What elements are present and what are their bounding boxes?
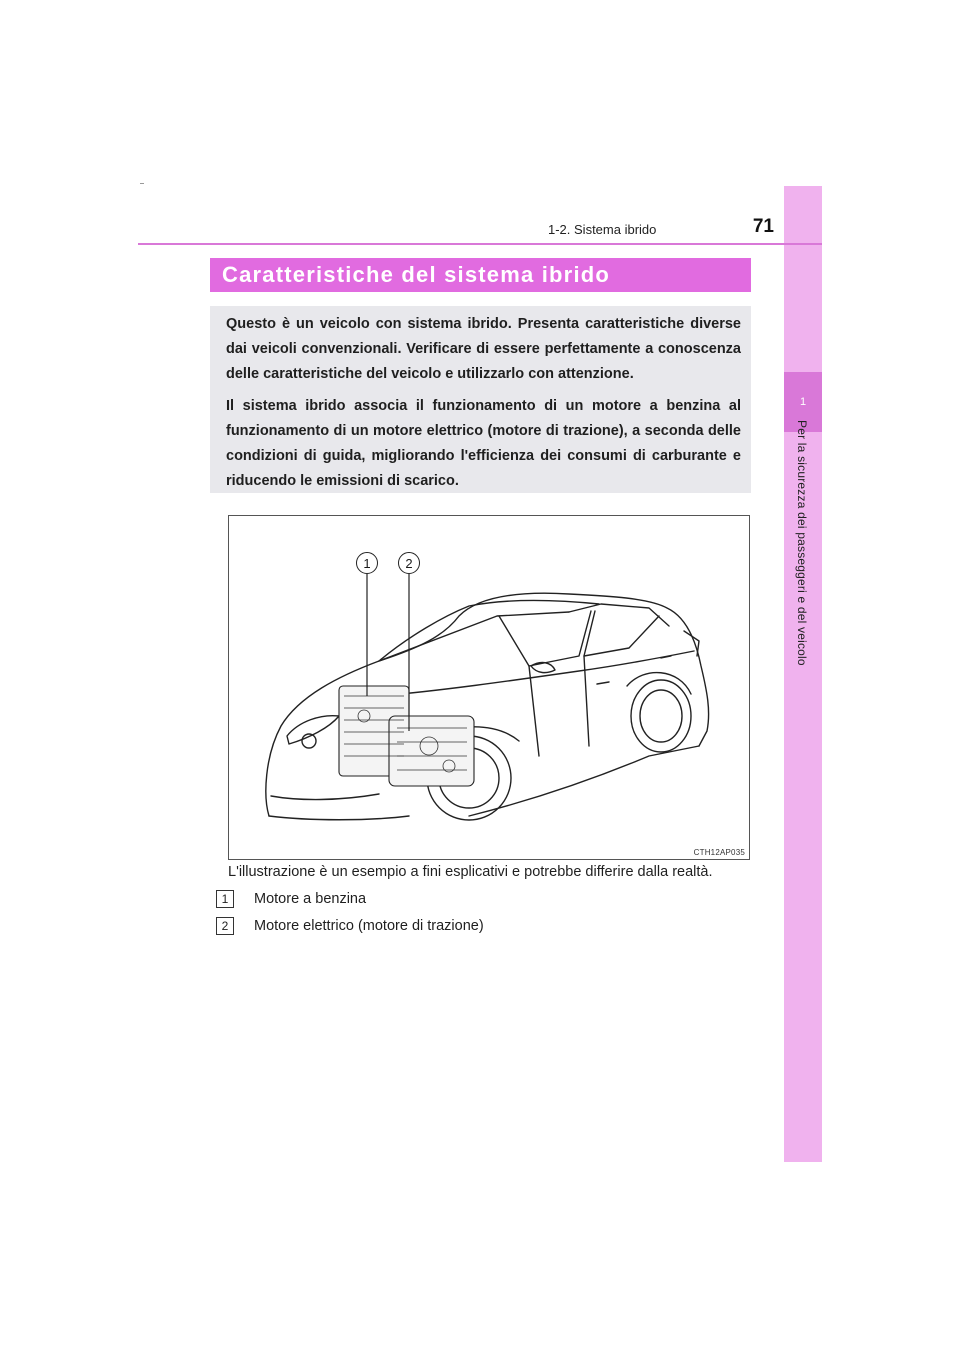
chapter-title-text: Per la sicurezza dei passeggeri e del veicolo — [795, 420, 809, 666]
corner-mark — [140, 183, 144, 184]
figure-caption: L'illustrazione è un esempio a fini esplicativi e potrebbe differire dalla realtà. — [228, 864, 713, 880]
callout-2: 2 — [398, 552, 420, 574]
chapter-side-tab — [784, 186, 822, 1162]
page-number: 71 — [752, 216, 774, 237]
legend-label: Motore elettrico (motore di trazione) — [254, 918, 484, 934]
car-line-drawing — [229, 516, 749, 859]
section-title — [210, 258, 751, 292]
figure-code: CTH12AP035 — [693, 848, 745, 857]
intro-box — [210, 306, 751, 493]
legend-number: 1 — [216, 890, 234, 908]
chapter-number: 1 — [784, 372, 822, 432]
legend-item-1 — [216, 888, 366, 910]
header-rule — [138, 243, 822, 245]
section-title-text: Caratteristiche del sistema ibrido — [222, 262, 611, 287]
intro-paragraph-2: Il sistema ibrido associa il funzionamento di un motore a benzina al funzionamento di un motore elettrico (motore di trazione), a seconda delle condizioni di guida, migliorando l'efficienza dei consumi di carburante e riducendo le emissioni di scarico. — [226, 398, 741, 489]
callout-1: 1 — [356, 552, 378, 574]
intro-paragraph-1: Questo è un veicolo con sistema ibrido. Presenta caratteristiche diverse dai veicoli convenzionali. Verificare di essere perfettamente a conoscenza delle caratteristiche del veicolo e utilizzarlo con attenzione. — [226, 316, 741, 382]
legend-number: 2 — [216, 917, 234, 935]
hybrid-car-illustration — [228, 515, 750, 860]
legend-label: Motore a benzina — [254, 891, 367, 907]
running-header-section: 1-2. Sistema ibrido — [548, 222, 657, 237]
legend-item-2 — [216, 915, 484, 937]
